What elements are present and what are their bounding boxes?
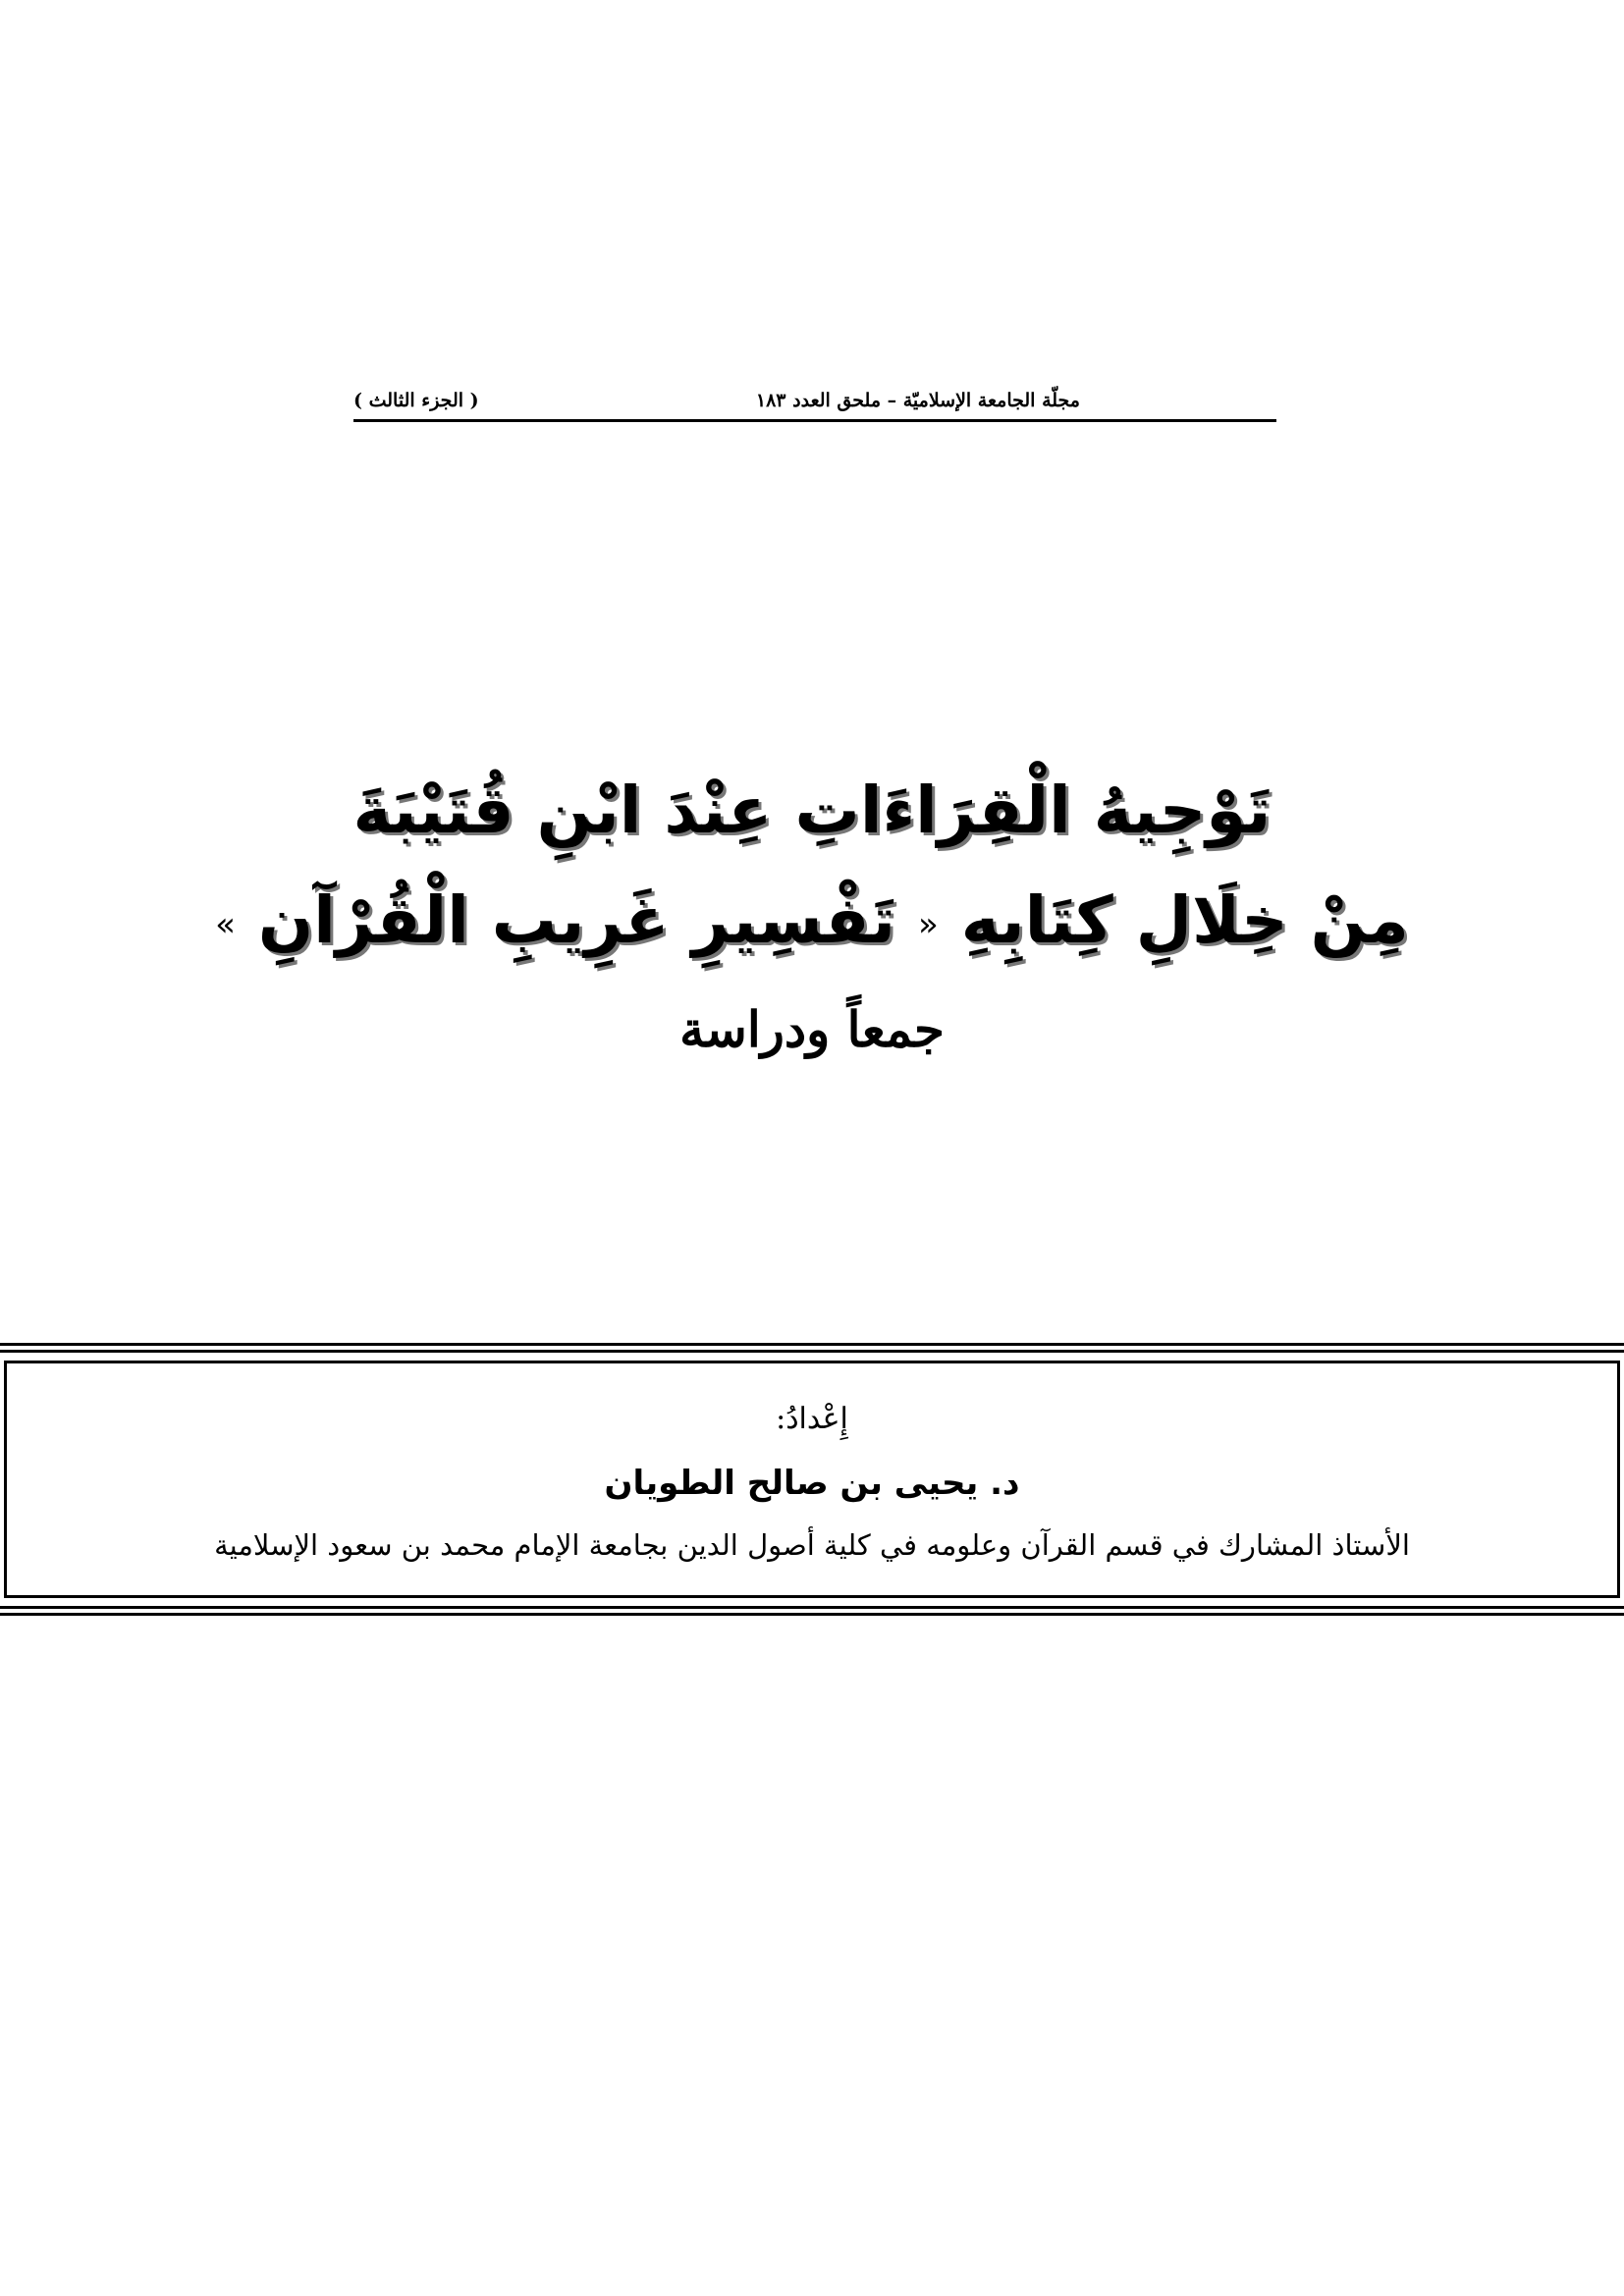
- header-rule: [353, 419, 1276, 422]
- close-quote: »: [215, 904, 236, 944]
- book-title: تَفْسِيرِ غَرِيبِ الْقُرْآنِ: [257, 882, 896, 958]
- subtitle: جمعاً ودراسة: [679, 999, 945, 1058]
- author-box-inner: [4, 1361, 1620, 1598]
- journal-part-label: ( الجزء الثالث ): [353, 390, 479, 411]
- author-box: [0, 1343, 1624, 1616]
- author-name: د. يحيى بن صالح الطويان: [604, 1464, 1020, 1503]
- author-affiliation: الأستاذ المشارك في قسم القرآن وعلومه في كلية أصول الدين بجامعة الإمام محمد بن سعود الإسلامية: [214, 1528, 1410, 1562]
- prepared-by-label: إِعْدادُ:: [776, 1402, 848, 1436]
- open-quote: «: [918, 904, 939, 944]
- title-line-2-prefix: مِنْ خِلَالِ كِتَابِهِ: [960, 882, 1409, 958]
- title-block: [0, 756, 1624, 1074]
- title-line-1: تَوْجِيهُ الْقِرَاءَاتِ عِنْدَ ابْنِ قُتَيْبَةَ: [352, 773, 1272, 848]
- title-line-2: [0, 866, 1624, 980]
- journal-issue-label: مجلّة الجامعة الإسلاميّة – ملحق العدد ١٨٣: [755, 390, 1080, 411]
